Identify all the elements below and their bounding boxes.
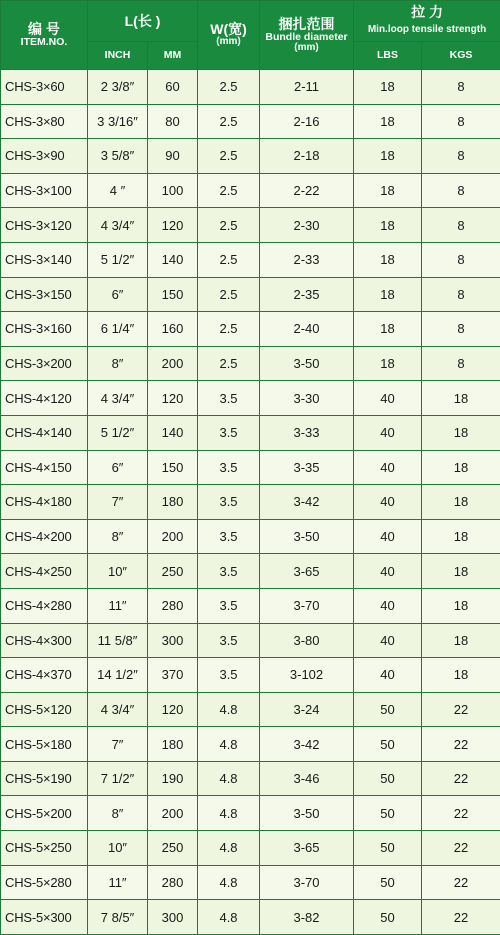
table-row (1, 865, 500, 900)
cell-item-no: CHS-5×120 (1, 692, 88, 727)
table-row (1, 139, 500, 174)
cell-bundle-diameter: 3-50 (260, 519, 354, 554)
header-length-cn: L(长 ) (88, 14, 197, 29)
header-width (198, 1, 260, 70)
cell-length-mm: 250 (148, 554, 198, 589)
table-row (1, 173, 500, 208)
cell-bundle-diameter: 2-35 (260, 277, 354, 312)
table-row (1, 450, 500, 485)
cell-length-inch: 11″ (88, 588, 148, 623)
header-bundle-unit: (mm) (260, 43, 353, 54)
cell-item-no: CHS-3×120 (1, 208, 88, 243)
cell-bundle-diameter: 3-35 (260, 450, 354, 485)
table-row (1, 692, 500, 727)
cell-length-inch: 2 3/8″ (88, 70, 148, 105)
cell-item-no: CHS-4×250 (1, 554, 88, 589)
table-row (1, 900, 500, 935)
cell-length-mm: 200 (148, 519, 198, 554)
cell-bundle-diameter: 2-18 (260, 139, 354, 174)
header-tensile-cn: 拉 力 (354, 5, 500, 20)
cell-tensile-kgs: 22 (422, 761, 500, 796)
cell-item-no: CHS-5×280 (1, 865, 88, 900)
cell-length-inch: 6″ (88, 277, 148, 312)
cell-length-inch: 6 1/4″ (88, 312, 148, 347)
cell-width: 2.5 (198, 277, 260, 312)
header-tensile-en: Min.loop tensile strength (368, 24, 486, 35)
cell-item-no: CHS-3×140 (1, 242, 88, 277)
cell-length-inch: 6″ (88, 450, 148, 485)
header-bundle-cn: 捆扎范围 (260, 17, 353, 32)
table-row (1, 277, 500, 312)
table-row (1, 485, 500, 520)
cell-tensile-lbs: 18 (354, 277, 422, 312)
cell-tensile-lbs: 18 (354, 104, 422, 139)
cell-bundle-diameter: 3-80 (260, 623, 354, 658)
cell-tensile-kgs: 22 (422, 692, 500, 727)
cell-length-mm: 90 (148, 139, 198, 174)
cell-tensile-kgs: 22 (422, 727, 500, 762)
cell-length-mm: 300 (148, 623, 198, 658)
cell-width: 2.5 (198, 70, 260, 105)
header-lbs-label: LBS (354, 50, 421, 61)
cell-tensile-lbs: 40 (354, 485, 422, 520)
header-inch (88, 42, 148, 70)
cell-tensile-kgs: 22 (422, 831, 500, 866)
cell-length-mm: 80 (148, 104, 198, 139)
cell-bundle-diameter: 2-33 (260, 242, 354, 277)
header-item-en: ITEM.NO. (1, 37, 87, 48)
cell-tensile-lbs: 50 (354, 831, 422, 866)
cell-tensile-lbs: 18 (354, 346, 422, 381)
table-row (1, 208, 500, 243)
cell-tensile-kgs: 18 (422, 415, 500, 450)
cell-item-no: CHS-5×180 (1, 727, 88, 762)
cell-tensile-lbs: 50 (354, 761, 422, 796)
table-row (1, 70, 500, 105)
cell-length-mm: 100 (148, 173, 198, 208)
cell-tensile-lbs: 50 (354, 796, 422, 831)
header-width-cn: W(宽) (198, 22, 259, 37)
cell-length-inch: 4 ″ (88, 173, 148, 208)
cell-width: 3.5 (198, 519, 260, 554)
cell-bundle-diameter: 3-70 (260, 865, 354, 900)
table-row (1, 623, 500, 658)
cell-length-mm: 140 (148, 415, 198, 450)
cell-tensile-lbs: 40 (354, 450, 422, 485)
cell-item-no: CHS-5×190 (1, 761, 88, 796)
cell-bundle-diameter: 3-50 (260, 346, 354, 381)
cell-length-mm: 140 (148, 242, 198, 277)
cell-bundle-diameter: 2-22 (260, 173, 354, 208)
cell-length-inch: 4 3/4″ (88, 381, 148, 416)
cell-tensile-kgs: 8 (422, 312, 500, 347)
cell-length-inch: 5 1/2″ (88, 242, 148, 277)
cell-item-no: CHS-5×300 (1, 900, 88, 935)
table-row (1, 312, 500, 347)
table-row (1, 588, 500, 623)
cell-tensile-lbs: 40 (354, 588, 422, 623)
cell-length-inch: 5 1/2″ (88, 415, 148, 450)
cell-width: 2.5 (198, 104, 260, 139)
cell-width: 4.8 (198, 796, 260, 831)
cell-tensile-kgs: 18 (422, 658, 500, 693)
cell-bundle-diameter: 3-102 (260, 658, 354, 693)
cell-item-no: CHS-4×280 (1, 588, 88, 623)
cell-bundle-diameter: 2-16 (260, 104, 354, 139)
cell-width: 3.5 (198, 554, 260, 589)
cell-item-no: CHS-3×80 (1, 104, 88, 139)
cell-tensile-kgs: 8 (422, 277, 500, 312)
cell-width: 4.8 (198, 692, 260, 727)
cell-bundle-diameter: 3-24 (260, 692, 354, 727)
cell-tensile-kgs: 8 (422, 346, 500, 381)
cell-length-mm: 180 (148, 485, 198, 520)
header-bundle-en: Bundle diameter (260, 32, 353, 43)
cell-width: 3.5 (198, 485, 260, 520)
cell-tensile-lbs: 18 (354, 139, 422, 174)
header-inch-label: INCH (88, 50, 147, 61)
cell-tensile-kgs: 18 (422, 623, 500, 658)
cell-width: 2.5 (198, 242, 260, 277)
header-kgs-label: KGS (422, 50, 500, 61)
cell-length-inch: 7 8/5″ (88, 900, 148, 935)
cell-length-mm: 180 (148, 727, 198, 762)
cell-tensile-kgs: 8 (422, 104, 500, 139)
cell-length-mm: 250 (148, 831, 198, 866)
cell-length-mm: 60 (148, 70, 198, 105)
cell-bundle-diameter: 3-70 (260, 588, 354, 623)
table-row (1, 104, 500, 139)
cell-tensile-lbs: 18 (354, 242, 422, 277)
cell-width: 4.8 (198, 831, 260, 866)
cell-bundle-diameter: 3-65 (260, 554, 354, 589)
cell-bundle-diameter: 3-82 (260, 900, 354, 935)
cell-bundle-diameter: 3-42 (260, 485, 354, 520)
cell-item-no: CHS-4×120 (1, 381, 88, 416)
cell-item-no: CHS-4×370 (1, 658, 88, 693)
cell-bundle-diameter: 3-42 (260, 727, 354, 762)
cell-bundle-diameter: 3-46 (260, 761, 354, 796)
cell-tensile-lbs: 18 (354, 70, 422, 105)
cell-length-mm: 370 (148, 658, 198, 693)
cell-tensile-lbs: 18 (354, 173, 422, 208)
table-header (1, 1, 500, 70)
cell-item-no: CHS-3×90 (1, 139, 88, 174)
header-item-cn: 编 号 (1, 22, 87, 37)
cell-item-no: CHS-4×150 (1, 450, 88, 485)
cell-tensile-lbs: 50 (354, 692, 422, 727)
cell-item-no: CHS-4×180 (1, 485, 88, 520)
header-bundle (260, 1, 354, 70)
cell-width: 4.8 (198, 865, 260, 900)
table-row (1, 381, 500, 416)
cell-tensile-lbs: 40 (354, 554, 422, 589)
table-row (1, 831, 500, 866)
cell-tensile-kgs: 18 (422, 485, 500, 520)
cell-width: 2.5 (198, 208, 260, 243)
cell-length-inch: 4 3/4″ (88, 208, 148, 243)
cell-item-no: CHS-3×150 (1, 277, 88, 312)
header-kgs (422, 42, 500, 70)
cell-tensile-kgs: 18 (422, 588, 500, 623)
table-row (1, 796, 500, 831)
header-lbs (354, 42, 422, 70)
cell-length-inch: 11 5/8″ (88, 623, 148, 658)
cell-length-mm: 200 (148, 796, 198, 831)
cell-bundle-diameter: 2-30 (260, 208, 354, 243)
cell-item-no: CHS-5×200 (1, 796, 88, 831)
cell-bundle-diameter: 2-11 (260, 70, 354, 105)
cell-tensile-kgs: 8 (422, 173, 500, 208)
cell-width: 3.5 (198, 450, 260, 485)
cell-tensile-lbs: 50 (354, 727, 422, 762)
cell-tensile-lbs: 18 (354, 208, 422, 243)
cell-length-mm: 190 (148, 761, 198, 796)
cell-length-inch: 14 1/2″ (88, 658, 148, 693)
table-row (1, 727, 500, 762)
cell-tensile-kgs: 8 (422, 242, 500, 277)
cell-length-mm: 200 (148, 346, 198, 381)
table-body (1, 70, 500, 935)
cell-item-no: CHS-4×140 (1, 415, 88, 450)
cell-width: 4.8 (198, 727, 260, 762)
cell-width: 2.5 (198, 173, 260, 208)
cell-bundle-diameter: 3-50 (260, 796, 354, 831)
header-tensile (354, 1, 500, 42)
cell-length-inch: 7″ (88, 727, 148, 762)
cell-tensile-kgs: 8 (422, 208, 500, 243)
cell-length-mm: 280 (148, 588, 198, 623)
table-row (1, 761, 500, 796)
cell-tensile-lbs: 40 (354, 623, 422, 658)
header-width-unit: (mm) (198, 37, 259, 48)
cell-tensile-kgs: 8 (422, 70, 500, 105)
cell-item-no: CHS-5×250 (1, 831, 88, 866)
cell-item-no: CHS-4×200 (1, 519, 88, 554)
cell-item-no: CHS-4×300 (1, 623, 88, 658)
cell-length-inch: 4 3/4″ (88, 692, 148, 727)
cell-length-inch: 8″ (88, 346, 148, 381)
cell-tensile-kgs: 18 (422, 450, 500, 485)
header-mm-label: MM (148, 50, 197, 61)
cell-tensile-lbs: 18 (354, 312, 422, 347)
table-row (1, 346, 500, 381)
cell-item-no: CHS-3×160 (1, 312, 88, 347)
cell-width: 2.5 (198, 139, 260, 174)
cell-width: 3.5 (198, 623, 260, 658)
cell-length-mm: 120 (148, 692, 198, 727)
cell-length-mm: 150 (148, 450, 198, 485)
cell-length-inch: 10″ (88, 831, 148, 866)
cell-item-no: CHS-3×200 (1, 346, 88, 381)
cell-bundle-diameter: 3-65 (260, 831, 354, 866)
cell-width: 2.5 (198, 346, 260, 381)
cell-tensile-lbs: 40 (354, 381, 422, 416)
cell-tensile-kgs: 18 (422, 381, 500, 416)
cell-width: 2.5 (198, 312, 260, 347)
cell-tensile-kgs: 18 (422, 554, 500, 589)
cell-length-mm: 150 (148, 277, 198, 312)
cell-tensile-kgs: 22 (422, 796, 500, 831)
cell-length-mm: 120 (148, 208, 198, 243)
cell-length-mm: 300 (148, 900, 198, 935)
cell-tensile-kgs: 22 (422, 900, 500, 935)
header-item-no (1, 1, 88, 70)
cell-tensile-lbs: 50 (354, 900, 422, 935)
cell-tensile-kgs: 22 (422, 865, 500, 900)
header-mm (148, 42, 198, 70)
cell-width: 4.8 (198, 900, 260, 935)
cell-tensile-lbs: 40 (354, 519, 422, 554)
cell-length-inch: 3 3/16″ (88, 104, 148, 139)
table-row (1, 242, 500, 277)
cell-width: 3.5 (198, 658, 260, 693)
cell-length-mm: 160 (148, 312, 198, 347)
cell-bundle-diameter: 2-40 (260, 312, 354, 347)
cell-bundle-diameter: 3-33 (260, 415, 354, 450)
cell-length-mm: 120 (148, 381, 198, 416)
cell-length-inch: 10″ (88, 554, 148, 589)
table-row (1, 554, 500, 589)
cell-length-inch: 8″ (88, 519, 148, 554)
table-row (1, 658, 500, 693)
cell-tensile-kgs: 8 (422, 139, 500, 174)
cell-length-inch: 8″ (88, 796, 148, 831)
cell-bundle-diameter: 3-30 (260, 381, 354, 416)
table-row (1, 415, 500, 450)
cell-tensile-lbs: 50 (354, 865, 422, 900)
cell-length-inch: 7″ (88, 485, 148, 520)
cell-length-inch: 7 1/2″ (88, 761, 148, 796)
table-row (1, 519, 500, 554)
cell-length-inch: 3 5/8″ (88, 139, 148, 174)
header-length (88, 1, 198, 42)
cell-width: 3.5 (198, 415, 260, 450)
cell-width: 3.5 (198, 588, 260, 623)
cell-tensile-lbs: 40 (354, 658, 422, 693)
cell-item-no: CHS-3×60 (1, 70, 88, 105)
cell-width: 3.5 (198, 381, 260, 416)
cell-tensile-kgs: 18 (422, 519, 500, 554)
cell-length-inch: 11″ (88, 865, 148, 900)
cell-tensile-lbs: 40 (354, 415, 422, 450)
cell-item-no: CHS-3×100 (1, 173, 88, 208)
cell-width: 4.8 (198, 761, 260, 796)
cell-length-mm: 280 (148, 865, 198, 900)
